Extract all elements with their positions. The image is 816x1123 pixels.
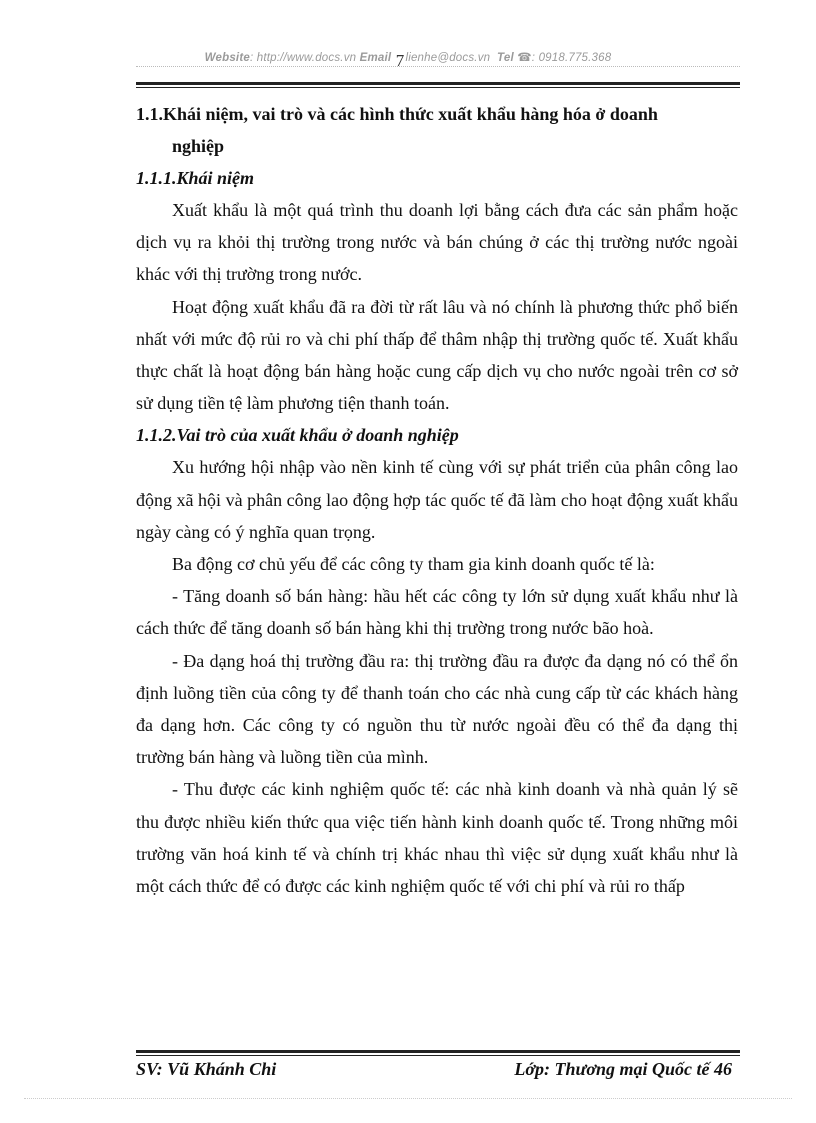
footer-divider [136, 1050, 740, 1056]
header-dotted-divider [136, 66, 740, 67]
section-title-line2: nghiệp [172, 136, 225, 156]
email-label: Email [359, 52, 392, 64]
footer-student: SV: Vũ Khánh Chi [136, 1059, 277, 1079]
page-header [0, 46, 816, 70]
page-number: 7 [395, 51, 405, 70]
section-heading [136, 98, 738, 130]
paragraph: - Đa dạng hoá thị trường đầu ra: thị trường đầu ra được đa dạng nó có thể ổn định luồng tiền của công ty để thanh toán cho các nhà cung cấp từ các khách hàng đa dạng hơn. Các công ty có nguồn thu từ nước ngoài đều có thể đa dạng thị trường bán hàng và luồng tiền của mình. [136, 650, 738, 768]
website-value[interactable]: : http://www.docs.vn [249, 52, 357, 64]
footer-class: Lớp: Thương mại Quốc tế 46 [514, 1059, 732, 1079]
paragraph: Xu hướng hội nhập vào nền kinh tế cùng với sự phát triển của phân công lao động xã hội và phân công lao động hợp tác quốc tế đã làm cho hoạt động xuất khẩu ngày càng có ý nghĩa quan trọng. [136, 457, 738, 542]
section-title-line1: Khái niệm, vai trò và các hình thức xuất khẩu hàng hóa ở doanh [163, 104, 658, 124]
tel-value: ☎: 0918.775.368 [517, 52, 612, 64]
email-value[interactable]: lienhe@docs.vn [405, 52, 491, 64]
section-number: 1.1. [136, 104, 163, 124]
paragraph: Hoạt động xuất khẩu đã ra đời từ rất lâu và nó chính là phương thức phổ biến nhất với mức độ rủi ro và chi phí thấp để thâm nhập thị trường quốc tế. Xuất khẩu thực chất là hoạt động bán hàng hoặc cung cấp dịch vụ cho nước ngoài trên cơ sở sử dụng tiền tệ làm phương tiện thanh toán. [136, 296, 738, 414]
subsection-title-2: 1.1.2.Vai trò của xuất khẩu ở doanh nghiệp [136, 425, 459, 446]
paragraph: - Tăng doanh số bán hàng: hầu hết các công ty lớn sử dụng xuất khẩu như là cách thức để tăng doanh số bán hàng khi thị trường trong nước bão hoà. [136, 586, 738, 639]
paragraph: - Thu được các kinh nghiệm quốc tế: các nhà kinh doanh và nhà quản lý sẽ thu được nhiều kiến thức qua việc tiến hành kinh doanh quốc tế. Trong những môi trường văn hoá kinh tế và chính trị khác nhau thì việc sử dụng xuất khẩu như là một cách thức để có được các kinh nghiệm quốc tế với chi phí và rủi ro thấp [136, 779, 738, 897]
bottom-dotted-divider [24, 1098, 792, 1099]
paragraph: Xuất khẩu là một quá trình thu doanh lợi bằng cách đưa các sản phẩm hoặc dịch vụ ra khỏi thị trường trong nước và bán chúng ở các thị trường nước ngoài khác với thị trường trong nước. [136, 200, 738, 285]
subsection-title-1: 1.1.1.Khái niệm [136, 168, 255, 188]
tel-label: Tel [497, 52, 514, 64]
header-divider [136, 82, 740, 88]
document-body [136, 98, 738, 902]
paragraph: Ba động cơ chủ yếu để các công ty tham gia kinh doanh quốc tế là: [172, 554, 655, 575]
website-label: Website [204, 52, 250, 64]
